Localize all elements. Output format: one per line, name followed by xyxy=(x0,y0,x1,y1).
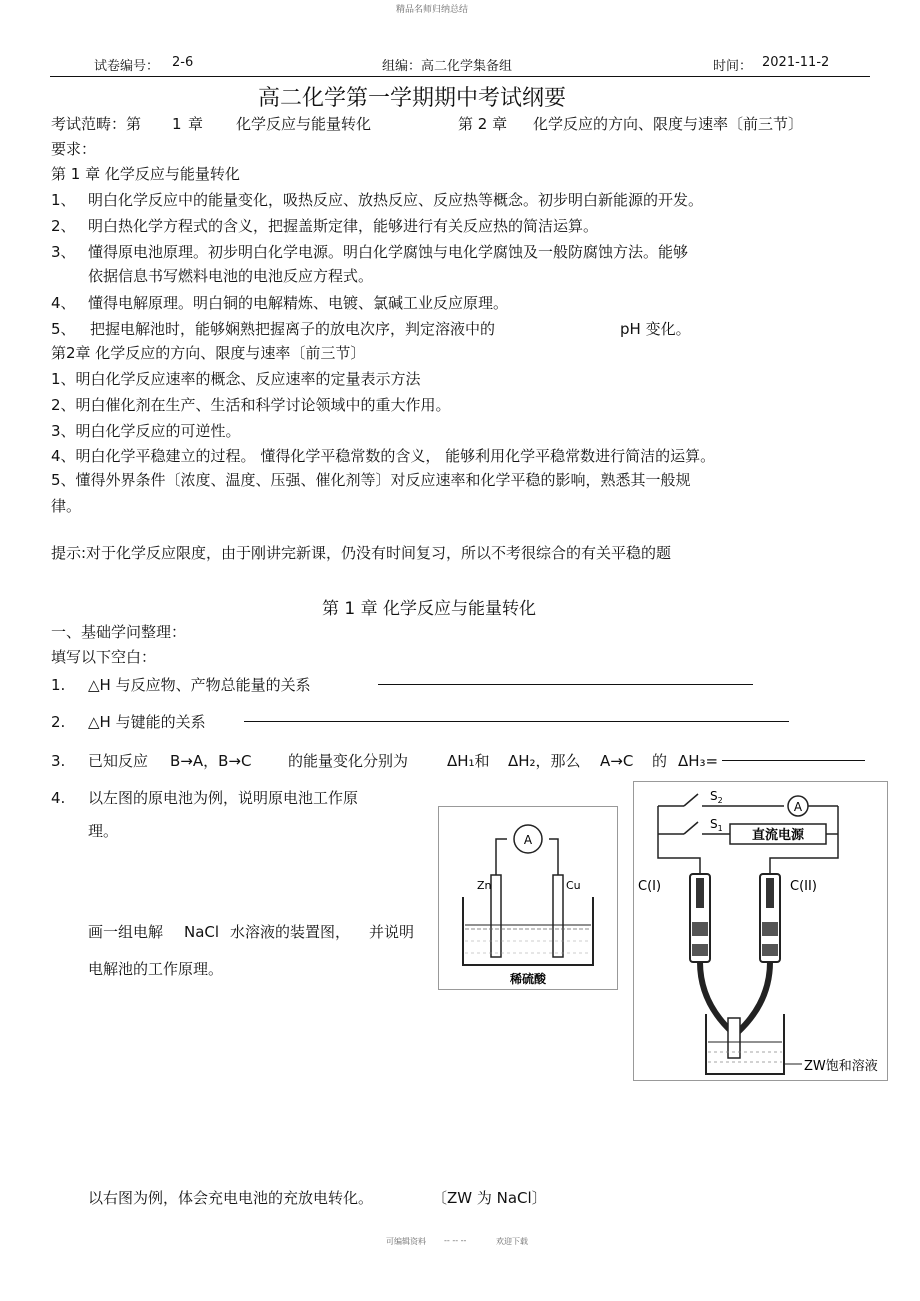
q2-number: 2. xyxy=(51,713,66,731)
footer-right: 欢迎下载 xyxy=(496,1237,528,1246)
q5-text-line2: 电解池的工作原理。 xyxy=(88,960,224,978)
switch-s1-icon xyxy=(684,822,698,834)
q4-text-line1: 以左图的原电池为例，说明原电池工作原 xyxy=(88,789,359,807)
ch1-item-text: 懂得原电池原理。初步明白化学电源。明白化学腐蚀与电化学腐蚀及一般防腐蚀方法。能够 xyxy=(88,243,689,261)
copper-label: Cu xyxy=(566,879,581,892)
q5-text-c: 水溶液的装置图， xyxy=(230,923,351,941)
chapter1-heading: 第 1 章 化学反应与能量转化 xyxy=(51,165,240,183)
q1-text: △H 与反应物、产物总能量的关系 xyxy=(88,676,311,694)
q5-text-a: 画一组电解 xyxy=(88,923,164,941)
top-note: 精品名师归纳总结 xyxy=(396,5,469,15)
ch1-item-text: 明白热化学方程式的含义，把握盖斯定律，能够进行有关反应热的简洁运算。 xyxy=(88,217,599,235)
ch1-item-text: 依据信息书写燃料电池的电池反应方程式。 xyxy=(88,267,374,285)
date-label: 时间： xyxy=(713,59,753,74)
hint: 提示:对于化学反应限度，由于刚讲完新课，仍没有时间复习，所以不考很综合的有关平稳的题 xyxy=(51,544,672,562)
q3-text-b: B→A，B→C xyxy=(170,752,252,770)
solution-label: ZW饱和溶液 xyxy=(804,1059,878,1074)
zinc-label: Zn xyxy=(477,879,492,892)
footer-left: 可编辑资料 xyxy=(386,1237,426,1246)
galvanic-cell-diagram xyxy=(439,807,617,989)
scope-ch1-title: 化学反应与能量转化 xyxy=(236,115,372,133)
q3-text-a: 已知反应 xyxy=(88,752,149,770)
q5-text-b: NaCl xyxy=(184,923,220,941)
solution-label: 稀硫酸 xyxy=(509,972,547,986)
q1-number: 1. xyxy=(51,676,66,694)
q2-text: △H 与键能的关系 xyxy=(88,713,206,731)
q3-text-g: 的 xyxy=(652,752,668,770)
q3-answer-line[interactable] xyxy=(722,760,865,761)
q3-text-d: ΔH₁和 xyxy=(447,752,490,770)
scope-ch2: 第 2 章 xyxy=(458,115,508,133)
ch1-item-num: 1、 xyxy=(51,191,76,209)
ch1-item-num: 5、 xyxy=(51,320,76,338)
page-title: 高二化学第一学期期中考试纲要 xyxy=(258,86,567,111)
q4-number: 4. xyxy=(51,789,66,807)
ch2-item: 1、明白化学反应速率的概念、反应速率的定量表示方法 xyxy=(51,370,421,388)
ch2-item: 3、明白化学反应的可逆性。 xyxy=(51,422,241,440)
scope-ch1-word: 章 xyxy=(188,115,204,133)
basics-heading: 一、基础学问整理： xyxy=(51,623,187,641)
ch2-item: 4、明白化学平稳建立的过程。 懂得化学平稳常数的含义， 能够利用化学平稳常数进行简洁的运算。 xyxy=(51,447,716,465)
ch1-item5-tail: pH 变化。 xyxy=(620,320,691,338)
c1-label: C(I) xyxy=(638,879,662,894)
q4-text-line2: 理。 xyxy=(88,822,119,840)
fill-instruction: 填写以下空白： xyxy=(51,648,157,666)
scope-label: 考试范畴：第 xyxy=(51,115,142,133)
q5-text-d: 并说明 xyxy=(369,923,415,941)
requirements-label: 要求： xyxy=(51,140,97,158)
copper-electrode xyxy=(553,875,563,957)
exam-number-label: 试卷编号： xyxy=(94,59,160,74)
beaker xyxy=(463,897,593,965)
c2-label: C(II) xyxy=(790,879,817,894)
electrolysis-figure xyxy=(633,781,888,1081)
s2-label: $S_2$ xyxy=(710,789,723,805)
scope-ch2-title: 化学反应的方向、限度与速率〔前三节〕 xyxy=(533,115,804,133)
header-rule xyxy=(50,76,870,77)
q3-text-e: ΔH₂，那么 xyxy=(508,752,581,770)
ch2-item: 律。 xyxy=(51,497,82,515)
q6-text-b: 〔ZW 为 NaCl〕 xyxy=(432,1189,547,1207)
q3-number: 3. xyxy=(51,752,66,770)
ch1-item-text: 懂得电解原理。明白铜的电解精炼、电镀、氯碱工业反应原理。 xyxy=(88,294,509,312)
q2-answer-line[interactable] xyxy=(244,721,789,722)
chapter2-heading: 第2章 化学反应的方向、限度与速率〔前三节〕 xyxy=(51,344,366,362)
s1-label: $S_1$ xyxy=(710,817,723,833)
ch1-item-text: 把握电解池时，能够娴熟把握离子的放电次序，判定溶液中的 xyxy=(90,320,496,338)
switch-s2-icon xyxy=(684,794,698,806)
zinc-electrode xyxy=(491,875,501,957)
ammeter-label: A xyxy=(523,833,533,847)
compiler: 组编：高二化学集备组 xyxy=(382,59,513,74)
ch1-item-num: 3、 xyxy=(51,243,76,261)
scope-ch1-num: 1 xyxy=(172,115,182,133)
ch2-item: 2、明白催化剂在生产、生活和科学讨论领域中的重大作用。 xyxy=(51,396,451,414)
ch2-item: 5、懂得外界条件〔浓度、温度、压强、催化剂等〕对反应速率和化学平稳的影响，熟悉其一般规 xyxy=(51,471,691,489)
q6-text-a: 以右图为例，体会充电电池的充放电转化。 xyxy=(88,1189,374,1207)
exam-number: 2-6 xyxy=(172,55,194,70)
footer-mid: -- -- -- xyxy=(444,1236,467,1245)
galvanic-cell-figure xyxy=(438,806,618,990)
ch1-item-num: 2、 xyxy=(51,217,76,235)
date: 2021-11-2 xyxy=(762,55,830,70)
ammeter-label: A xyxy=(793,800,803,814)
power-label: 直流电源 xyxy=(751,828,805,843)
ch1-item-text: 明白化学反应中的能量变化，吸热反应、放热反应、反应热等概念。初步明白新能源的开发。 xyxy=(88,191,704,209)
ch1-item-num: 4、 xyxy=(51,294,76,312)
section-title: 第 1 章 化学反应与能量转化 xyxy=(322,599,537,619)
q3-text-h: ΔH₃= xyxy=(678,752,719,770)
q3-text-c: 的能量变化分别为 xyxy=(288,752,409,770)
q1-answer-line[interactable] xyxy=(378,684,753,685)
electrolysis-diagram xyxy=(634,782,887,1080)
q3-text-f: A→C xyxy=(600,752,634,770)
